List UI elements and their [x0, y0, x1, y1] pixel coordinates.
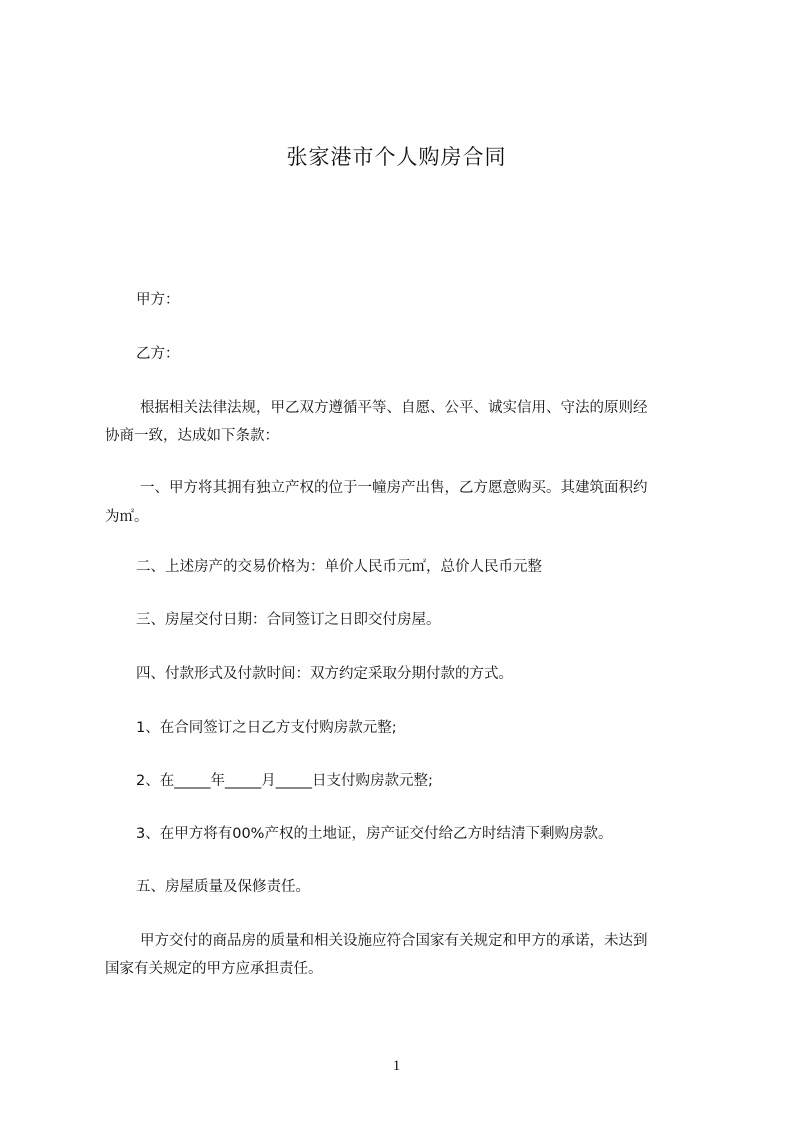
clause-1-line-1: 一、甲方将其拥有独立产权的位于一幢房产出售，乙方愿意购买。其建筑面积约 — [140, 480, 648, 496]
quality-paragraph-line-1: 甲方交付的商品房的质量和相关设施应符合国家有关规定和甲方的承诺，未达到 — [140, 933, 648, 949]
party-b-label: 乙方： — [136, 346, 180, 362]
clause-5: 五、房屋质量及保修责任。 — [136, 879, 310, 895]
payment-term-2: 2、在_____年_____月_____日支付购房款元整; — [136, 773, 433, 789]
clause-3: 三、房屋交付日期：合同签订之日即交付房屋。 — [136, 612, 441, 628]
document-title: 张家港市个人购房合同 — [286, 145, 507, 169]
clause-4: 四、付款形式及付款时间：双方约定采取分期付款的方式。 — [136, 666, 513, 682]
payment-term-3: 3、在甲方将有00%产权的土地证，房产证交付给乙方时结清下剩购房款。 — [136, 826, 613, 842]
clause-2: 二、上述房产的交易价格为：单价人民币元㎡，总价人民币元整 — [136, 559, 542, 575]
page-number: 1 — [392, 1058, 401, 1074]
party-a-label: 甲方： — [136, 292, 180, 308]
intro-paragraph-line-1: 根据相关法律法规，甲乙双方遵循平等、自愿、公平、诚实信用、守法的原则经 — [140, 400, 648, 416]
intro-paragraph-line-2: 协商一致，达成如下条款： — [105, 428, 279, 444]
clause-1-line-2: 为㎡。 — [105, 509, 149, 525]
quality-paragraph-line-2: 国家有关规定的甲方应承担责任。 — [105, 961, 323, 977]
payment-term-1: 1、在合同签订之日乙方支付购房款元整; — [136, 720, 397, 736]
